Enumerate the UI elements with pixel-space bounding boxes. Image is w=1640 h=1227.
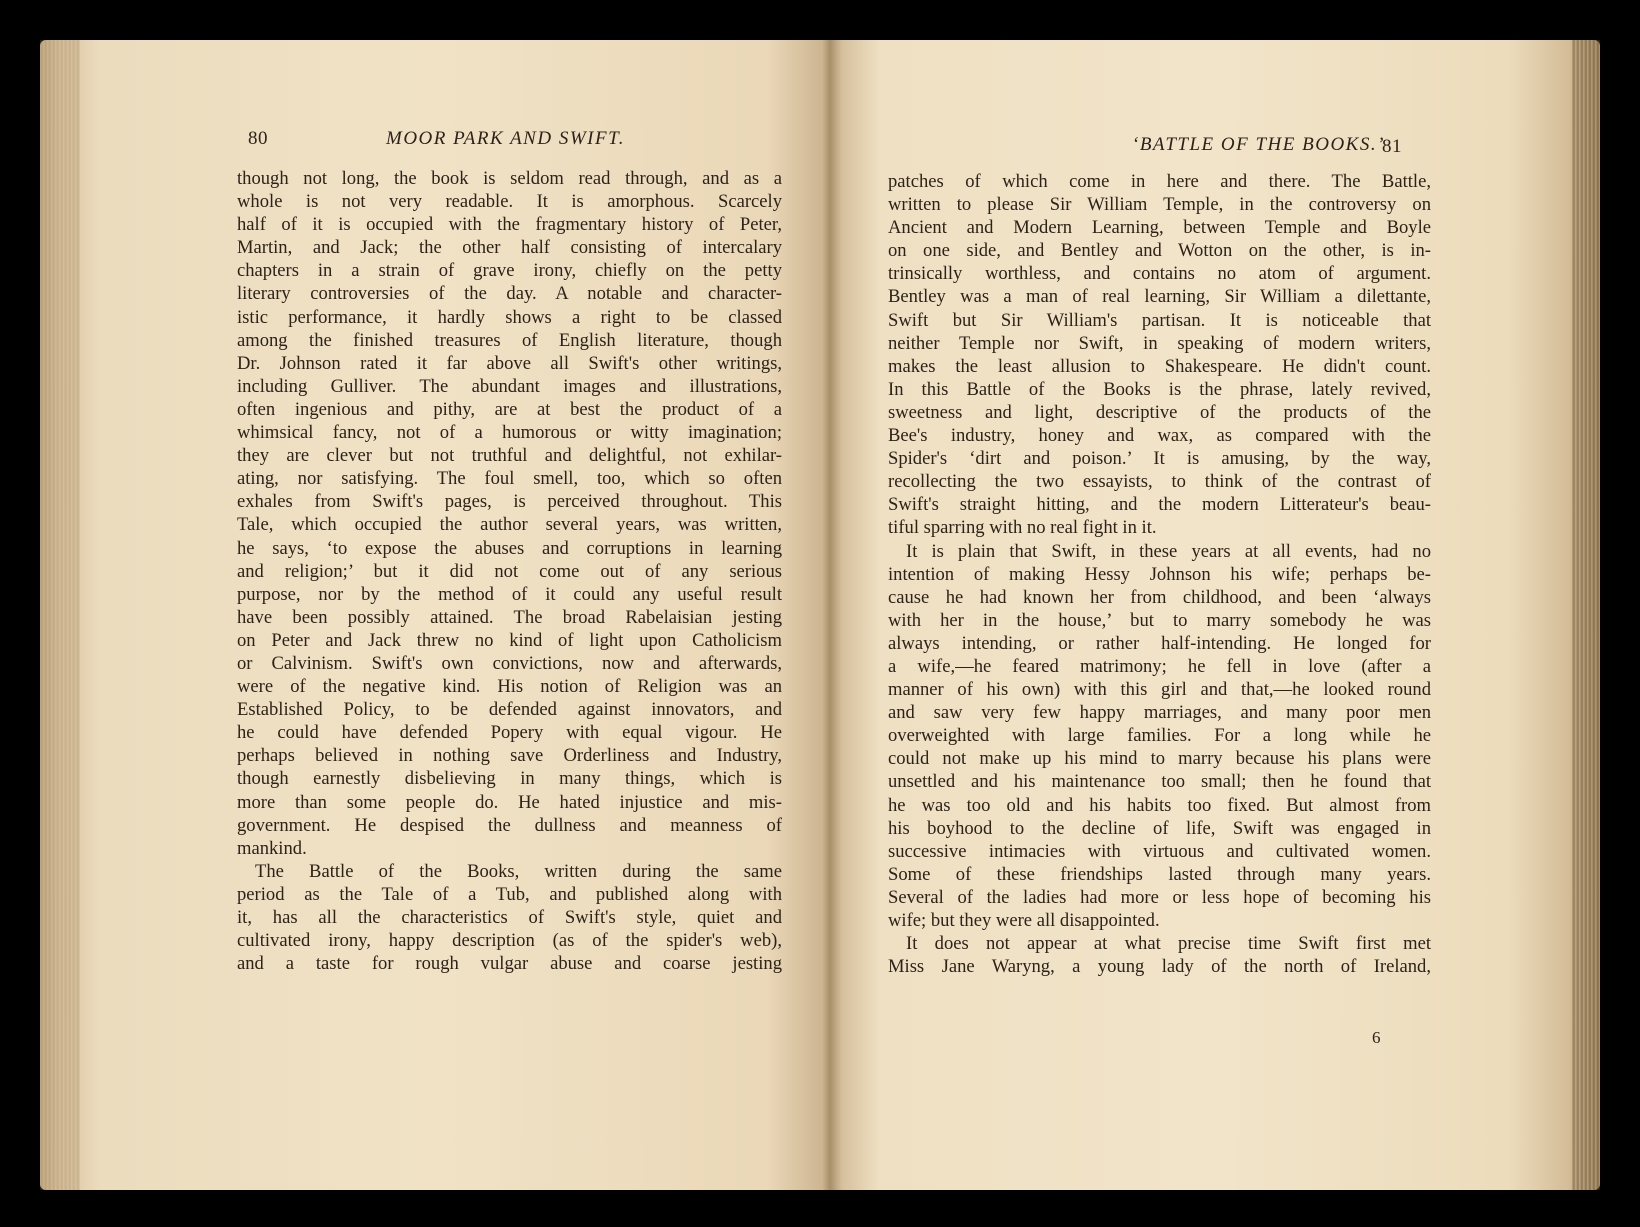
text-line: he says, ‘to expose the abuses and corruptions in learning [237, 537, 782, 559]
text-line: The Battle of the Books, written during the same [255, 860, 782, 882]
text-line: could not make up his mind to marry because his plans were [888, 748, 1431, 770]
text-line: It does not appear at what precise time Swift first met [906, 933, 1431, 955]
text-line: often ingenious and pithy, are at best the product of a [237, 398, 782, 420]
text-line: overweighted with large families. For a long while he [888, 725, 1431, 747]
text-line: more than some people do. He hated injustice and mis- [237, 791, 782, 813]
text-line: Ancient and Modern Learning, between Temple and Boyle [888, 217, 1431, 239]
text-line: written to please Sir William Temple, in the controversy on [888, 194, 1431, 216]
page-number-right: 81 [1382, 136, 1402, 157]
text-line: purpose, nor by the method of it could any useful result [237, 583, 782, 605]
text-line: on one side, and Bentley and Wotton on the other, is in- [888, 240, 1431, 262]
text-line: successive intimacies with virtuous and cultivated women. [888, 840, 1431, 862]
text-line: literary controversies of the day. A notable and character- [237, 283, 782, 305]
text-line: istic performance, it hardly shows a right to be classed [237, 306, 782, 328]
text-line: have been possibly attained. The broad Rabelaisian jesting [237, 606, 782, 628]
text-line: trinsically worthless, and contains no atom of argument. [888, 263, 1431, 285]
text-line: or Calvinism. Swift's own convictions, now and afterwards, [237, 652, 782, 674]
text-line: manner of his own) with this girl and that,—he looked round [888, 679, 1431, 701]
left-body-text [237, 167, 782, 975]
text-line: including Gulliver. The abundant images and illustrations, [237, 375, 782, 397]
text-line: mankind. [237, 837, 307, 859]
text-line: Established Policy, to be defended against innovators, and [237, 699, 782, 721]
open-book [40, 40, 1600, 1190]
text-line: with her in the house,’ but to marry somebody he was [888, 609, 1431, 631]
right-page [830, 40, 1600, 1190]
text-line: were of the negative kind. His notion of Religion was an [237, 676, 782, 698]
text-line: sweetness and light, descriptive of the products of the [888, 401, 1431, 423]
text-line: Bee's industry, honey and wax, as compared with the [888, 425, 1431, 447]
text-line: Spider's ‘dirt and poison.’ It is amusing, by the way, [888, 448, 1431, 470]
text-line: perhaps believed in nothing save Orderliness and Industry, [237, 745, 782, 767]
page-edges-left [40, 40, 80, 1190]
text-line: he was too old and his habits too fixed. But almost from [888, 794, 1431, 816]
text-line: wife; but they were all disappointed. [888, 910, 1160, 931]
text-line: Miss Jane Waryng, a young lady of the north of Ireland, [888, 956, 1431, 978]
text-line: among the finished treasures of English literature, though [237, 329, 782, 351]
text-line: Dr. Johnson rated it far above all Swift's other writings, [237, 352, 782, 374]
text-line: chapters in a strain of grave irony, chiefly on the petty [237, 260, 782, 282]
text-line: he could have defended Popery with equal vigour. He [237, 722, 782, 744]
text-line: Bentley was a man of real learning, Sir William a dilettante, [888, 286, 1431, 308]
text-line: exhales from Swift's pages, is perceived throughout. This [237, 491, 782, 513]
text-line: always intending, or rather half-intending. He longed for [888, 632, 1431, 654]
text-line: a wife,—he feared matrimony; he fell in love (after a [888, 655, 1431, 677]
text-line: and saw very few happy marriages, and many poor men [888, 702, 1431, 724]
text-line: Tale, which occupied the author several years, was written, [237, 514, 782, 536]
running-head-right: ‘BATTLE OF THE BOOKS.’ [1132, 134, 1385, 155]
left-page [40, 40, 830, 1190]
text-line: period as the Tale of a Tub, and published along with [237, 883, 782, 905]
text-line: Some of these friendships lasted through many years. [888, 863, 1431, 885]
text-line: cause he had known her from childhood, and been ‘always [888, 586, 1431, 608]
text-line: cultivated irony, happy description (as of the spider's web), [237, 930, 782, 952]
text-line: on Peter and Jack threw no kind of light upon Catholicism [237, 629, 782, 651]
text-line: patches of which come in here and there. The Battle, [888, 171, 1431, 192]
page-edges-right [1572, 40, 1600, 1190]
text-line: makes the least allusion to Shakespeare. He didn't count. [888, 355, 1431, 377]
text-line: whole is not very readable. It is amorphous. Scarcely [237, 191, 782, 213]
text-line: they are clever but not truthful and delightful, not exhilar- [237, 445, 782, 467]
text-line: tiful sparring with no real fight in it. [888, 517, 1157, 539]
text-line: In this Battle of the Books is the phrase, lately revived, [888, 378, 1431, 400]
text-line: and religion;’ but it did not come out of any serious [237, 560, 782, 582]
page-number-left: 80 [248, 128, 268, 149]
text-line: unsettled and his maintenance too small; then he found that [888, 771, 1431, 793]
text-line: ating, nor satisfying. The foul smell, too, which so often [237, 468, 782, 490]
text-line: it, has all the characteristics of Swift's style, quiet and [237, 907, 782, 928]
text-line: and a taste for rough vulgar abuse and coarse jesting [237, 953, 782, 975]
text-line: though not long, the book is seldom read through, and as a [237, 168, 782, 189]
text-line: Several of the ladies had more or less hope of becoming his [888, 886, 1431, 908]
text-line: whimsical fancy, not of a humorous or witty imagination; [237, 422, 782, 444]
text-line: It is plain that Swift, in these years at all events, had no [906, 540, 1431, 562]
text-line: Swift's straight hitting, and the modern Litterateur's beau- [888, 494, 1431, 516]
right-body-text [888, 170, 1431, 978]
text-line: Martin, and Jack; the other half consisting of intercalary [237, 237, 782, 259]
signature-mark: 6 [1372, 1028, 1381, 1047]
text-line: neither Temple nor Swift, in speaking of modern writers, [888, 332, 1431, 354]
text-line: intention of making Hessy Johnson his wife; perhaps be- [888, 563, 1431, 585]
text-line: his boyhood to the decline of life, Swift was engaged in [888, 817, 1431, 839]
text-line: half of it is occupied with the fragmentary history of Peter, [237, 214, 782, 236]
text-line: though earnestly disbelieving in many things, which is [237, 768, 782, 790]
text-line: Swift but Sir William's partisan. It is noticeable that [888, 309, 1431, 331]
text-line: government. He despised the dullness and meanness of [237, 814, 782, 836]
text-line: recollecting the two essayists, to think of the contrast of [888, 471, 1431, 493]
running-head-left: MOOR PARK AND SWIFT. [386, 128, 625, 149]
